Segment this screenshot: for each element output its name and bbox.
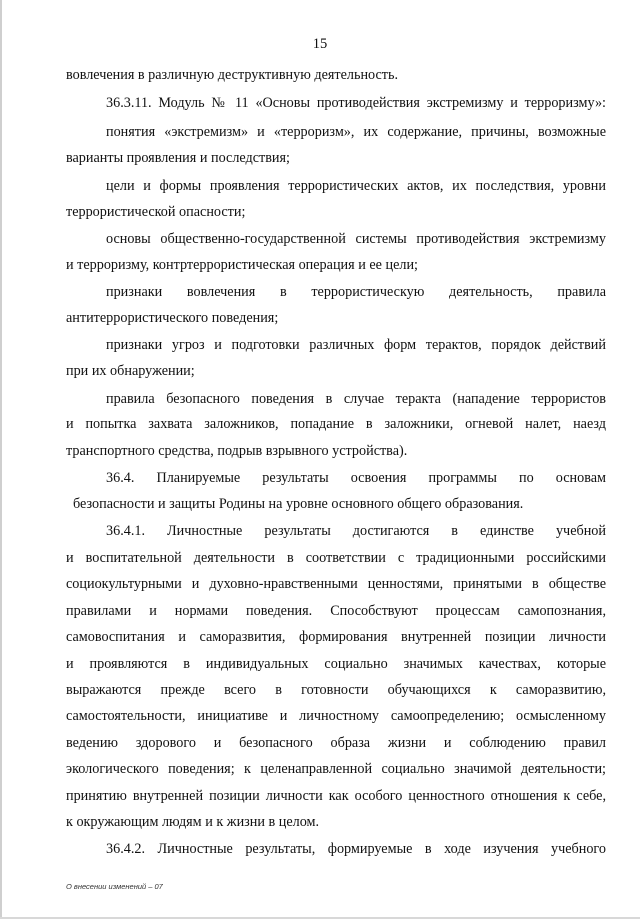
text-line: самовоспитания и саморазвития, формирования внутренней позиции личности [66, 629, 606, 645]
text-line: признаки вовлечения в террористическую деятельность, правила [106, 284, 606, 300]
text-line: и проявляются в индивидуальных социально значимых качествах, которые [66, 656, 606, 672]
text-line: принятию внутренней позиции личности как особого ценностного отношения к себе, [66, 788, 606, 804]
text-line: транспортного средства, подрыв взрывного устройства). [66, 443, 408, 459]
text-line: антитеррористического поведения; [66, 310, 279, 326]
text-line: террористической опасности; [66, 204, 246, 220]
section-heading-36-4: 36.4. Планируемые результаты освоения программы по основам [106, 470, 606, 486]
text-line: основы общественно-государственной системы противодействия экстремизму [106, 231, 606, 247]
text-line: и попытка захвата заложников, попадание в заложники, огневой налет, наезд [66, 416, 606, 432]
text-line: при их обнаружении; [66, 363, 195, 379]
text-line: варианты проявления и последствия; [66, 150, 290, 166]
text-line: понятия «экстремизм» и «терроризм», их содержание, причины, возможные [106, 124, 606, 140]
text-line: социокультурными и духовно-нравственными ценностями, принятыми в обществе [66, 576, 606, 592]
text-line: правилами и нормами поведения. Способствуют процессам самопознания, [66, 603, 606, 619]
text-line: признаки угроз и подготовки различных форм терактов, порядок действий [106, 337, 606, 353]
text-line: выражаются прежде всего в готовности обучающихся к саморазвитию, [66, 682, 606, 698]
text-line: цели и формы проявления террористических актов, их последствия, уровни [106, 178, 606, 194]
text-line: безопасности и защиты Родины на уровне основного общего образования. [73, 496, 524, 512]
section-heading-36-4-2: 36.4.2. Личностные результаты, формируемые в ходе изучения учебного [106, 841, 606, 857]
text-line: экологического поведения; к целенаправленной социально значимой деятельности; [66, 761, 606, 777]
section-heading-36-3-11: 36.3.11. Модуль № 11 «Основы противодействия экстремизму и терроризму»: [106, 95, 606, 111]
text-line: и воспитательной деятельности в соответствии с традиционными российскими [66, 550, 606, 566]
text-line: вовлечения в различную деструктивную деятельность. [66, 67, 399, 83]
text-line: правила безопасного поведения в случае теракта (нападение террористов [106, 391, 606, 407]
page-edge-left [0, 0, 2, 919]
section-heading-36-4-1: 36.4.1. Личностные результаты достигаются в единстве учебной [106, 523, 606, 539]
text-line: к окружающим людям и к жизни в целом. [66, 814, 320, 830]
footer-note: О внесении изменений – 07 [66, 882, 163, 891]
page-number: 15 [312, 36, 328, 52]
text-line: самостоятельности, инициативе и личностному самоопределению; осмысленному [66, 708, 606, 724]
text-line: и терроризму, контртеррористическая операция и ее цели; [66, 257, 418, 273]
text-line: ведению здорового и безопасного образа жизни и соблюдению правил [66, 735, 606, 751]
